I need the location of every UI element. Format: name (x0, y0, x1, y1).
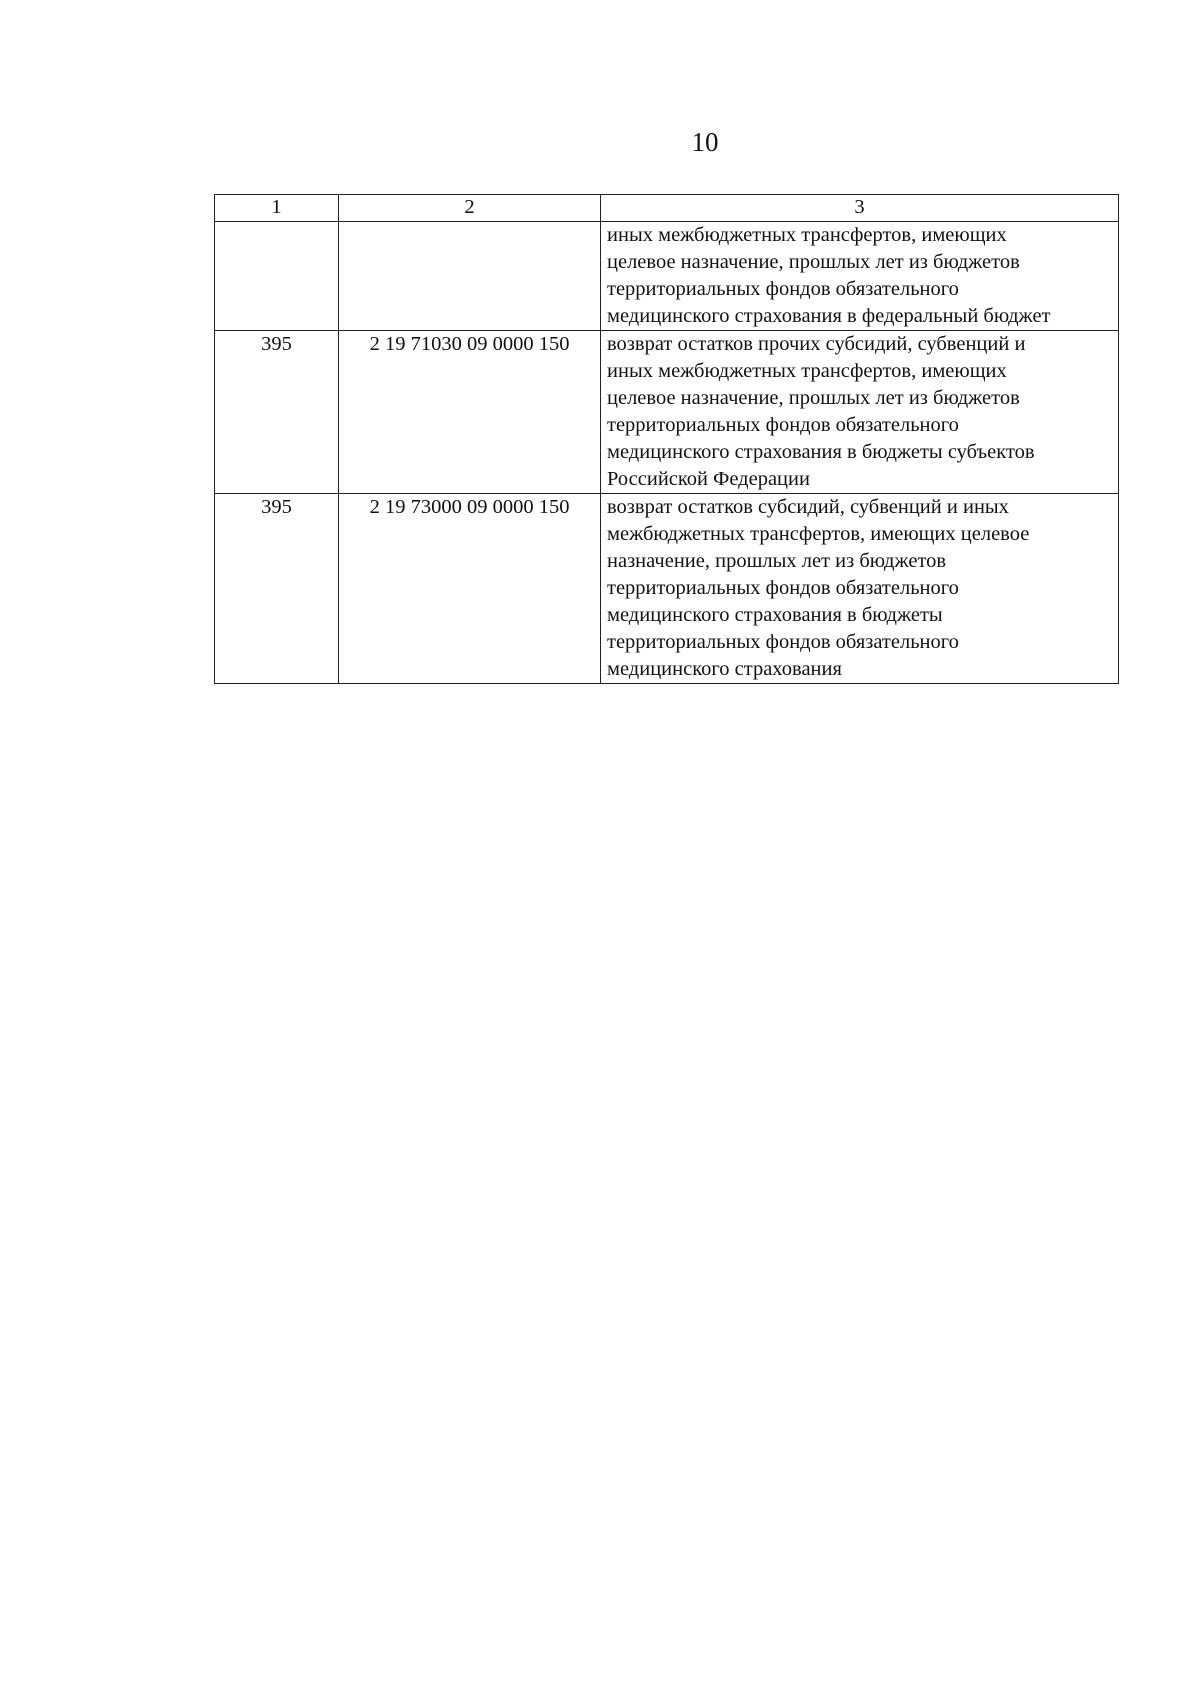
description-line: возврат остатков субсидий, субвенций и иных (607, 496, 1009, 518)
header-col-1: 1 (215, 195, 339, 222)
description-line: территориальных фондов обязательного (607, 631, 959, 653)
description-line: межбюджетных трансфертов, имеющих целевое (607, 523, 1030, 545)
description-line: медицинского страхования в бюджеты (607, 604, 943, 626)
page-number: 10 (691, 127, 719, 157)
description-cell (601, 494, 1119, 684)
budget-code-cell: 2 19 73000 09 0000 150 (339, 494, 601, 684)
description-line: территориальных фондов обязательного (607, 577, 959, 599)
table-row (215, 331, 1119, 494)
description-line: иных межбюджетных трансфертов, имеющих (607, 360, 1007, 382)
description-line: территориальных фондов обязательного (607, 414, 959, 436)
table-row (215, 494, 1119, 684)
budget-code-cell (339, 222, 601, 331)
description-line: возврат остатков прочих субсидий, субвенций и (607, 333, 1026, 355)
admin-code-cell: 395 (215, 494, 339, 684)
header-col-2: 2 (339, 195, 601, 222)
description-cell (601, 331, 1119, 494)
budget-codes-table (214, 194, 1119, 684)
description-line: медицинского страхования в бюджеты субъектов (607, 441, 1035, 463)
description-line: целевое назначение, прошлых лет из бюджетов (607, 251, 1020, 273)
budget-code-cell: 2 19 71030 09 0000 150 (339, 331, 601, 494)
admin-code-cell: 395 (215, 331, 339, 494)
table-row (215, 222, 1119, 331)
description-line: территориальных фондов обязательного (607, 278, 959, 300)
description-line: иных межбюджетных трансфертов, имеющих (607, 224, 1007, 246)
header-col-3: 3 (601, 195, 1119, 222)
description-line: медицинского страхования (607, 658, 842, 680)
admin-code-cell (215, 222, 339, 331)
description-line: назначение, прошлых лет из бюджетов (607, 550, 947, 572)
table-header-row (215, 195, 1119, 222)
description-line: целевое назначение, прошлых лет из бюджетов (607, 387, 1020, 409)
description-line: Российской Федерации (607, 468, 810, 490)
description-cell (601, 222, 1119, 331)
description-line: медицинского страхования в федеральный бюджет (607, 305, 1051, 327)
